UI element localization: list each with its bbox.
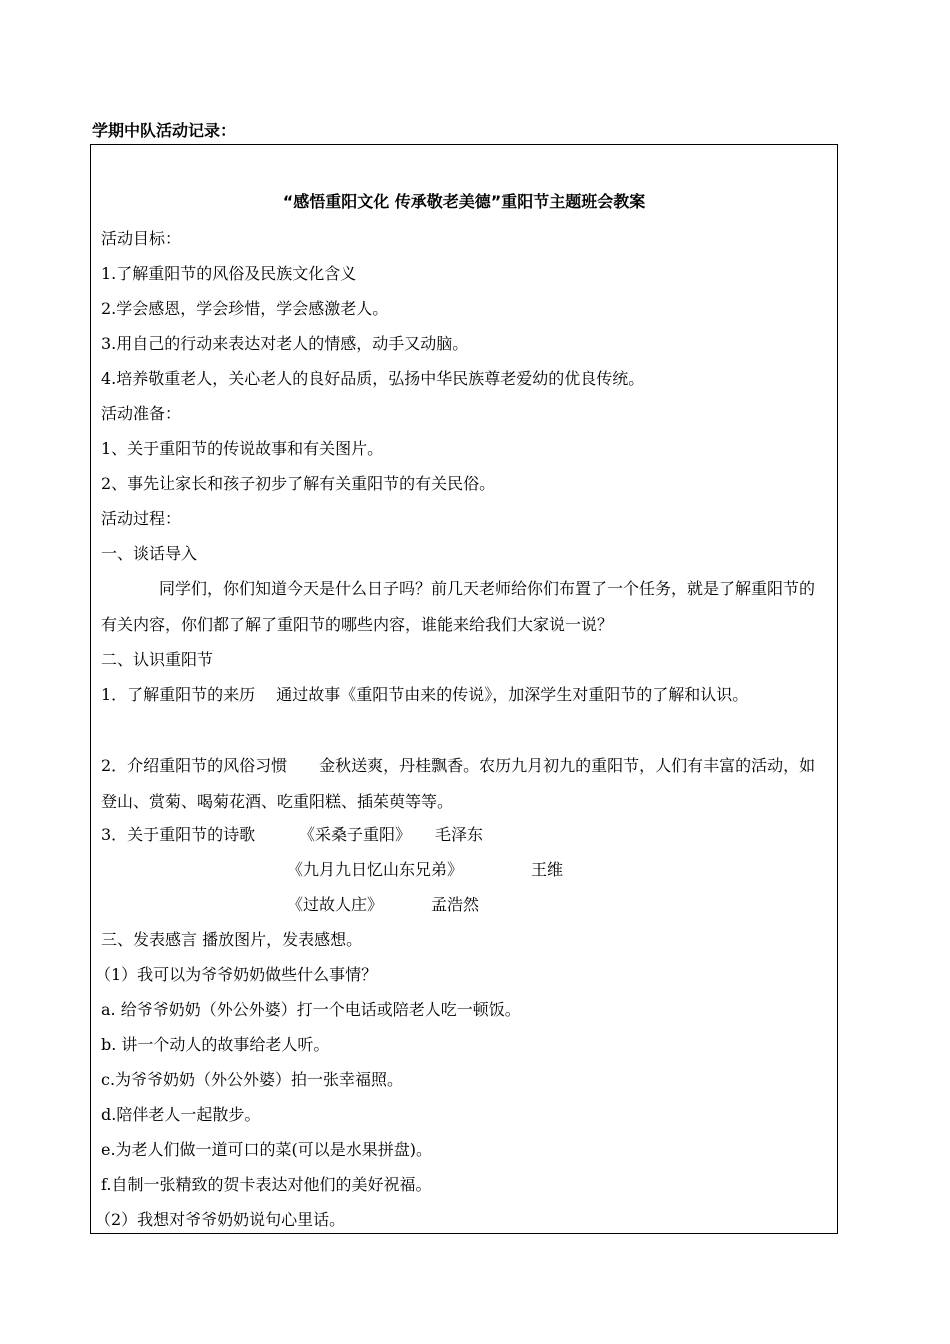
goals-label: 活动目标： bbox=[101, 229, 182, 248]
prep-item: 1、关于重阳节的传说故事和有关图片。 bbox=[101, 439, 384, 458]
answer-item: e.为老人们做一道可口的菜(可以是水果拼盘)。 bbox=[101, 1140, 433, 1159]
answer-item: c.为爷爷奶奶（外公外婆）拍一张幸福照。 bbox=[101, 1070, 404, 1089]
goal-item: 1.了解重阳节的风俗及民族文化含义 bbox=[101, 264, 357, 283]
activity-record-box bbox=[90, 144, 838, 1234]
answer-item: d.陪伴老人一起散步。 bbox=[101, 1105, 261, 1124]
answer-item: a. 给爷爷奶奶（外公外婆）打一个电话或陪老人吃一顿饭。 bbox=[101, 1000, 521, 1019]
section2-item-1: 1．了解重阳节的来历 通过故事《重阳节由来的传说》，加深学生对重阳节的了解和认识。 bbox=[101, 685, 749, 704]
prep-label: 活动准备： bbox=[101, 404, 182, 423]
poem-title: 《采桑子重阳》 bbox=[299, 825, 412, 844]
intro-paragraph: 同学们，你们知道今天是什么日子吗？前几天老师给你们布置了一个任务，就是了解重阳节的有关内容，你们都了解了重阳节的哪些内容，谁能来给我们大家说一说？ bbox=[101, 579, 816, 634]
prep-item: 2、事先让家长和孩子初步了解有关重阳节的有关民俗。 bbox=[101, 474, 496, 493]
page-heading: 学期中队活动记录： bbox=[92, 121, 237, 140]
answer-item: b. 讲一个动人的故事给老人听。 bbox=[101, 1035, 330, 1054]
poem-title: 《过故人庄》 bbox=[287, 895, 384, 914]
process-label: 活动过程： bbox=[101, 509, 182, 528]
poem-title: 《九月九日忆山东兄弟》 bbox=[287, 860, 464, 879]
goal-item: 2.学会感恩，学会珍惜，学会感激老人。 bbox=[101, 299, 389, 318]
poem-author: 王维 bbox=[531, 860, 564, 879]
section3-heading: 三、发表感言 播放图片，发表感想。 bbox=[101, 930, 363, 949]
intro-heading: 一、谈话导入 bbox=[101, 544, 198, 563]
question-2: （2）我想对爷爷奶奶说句心里话。 bbox=[95, 1210, 346, 1229]
goal-item: 3.用自己的行动来表达对老人的情感，动手又动脑。 bbox=[101, 334, 469, 353]
lesson-title: “感悟重阳文化 传承敬老美德”重阳节主题班会教案 bbox=[282, 192, 646, 211]
poem-author: 毛泽东 bbox=[435, 825, 484, 844]
goal-item: 4.培养敬重老人，关心老人的良好品质，弘扬中华民族尊老爱幼的优良传统。 bbox=[101, 369, 645, 388]
section2-heading: 二、认识重阳节 bbox=[101, 650, 214, 669]
section2-item-2: 2．介绍重阳节的风俗习惯 金秋送爽，丹桂飘香。农历九月初九的重阳节，人们有丰富的活动，如登山、赏菊、喝菊花酒、吃重阳糕、插茱萸等等。 bbox=[101, 756, 816, 811]
poems-label: 3．关于重阳节的诗歌 bbox=[101, 825, 256, 844]
answer-item: f.自制一张精致的贺卡表达对他们的美好祝福。 bbox=[101, 1175, 432, 1194]
question-1: （1）我可以为爷爷奶奶做些什么事情？ bbox=[95, 965, 378, 984]
poem-author: 孟浩然 bbox=[431, 895, 480, 914]
